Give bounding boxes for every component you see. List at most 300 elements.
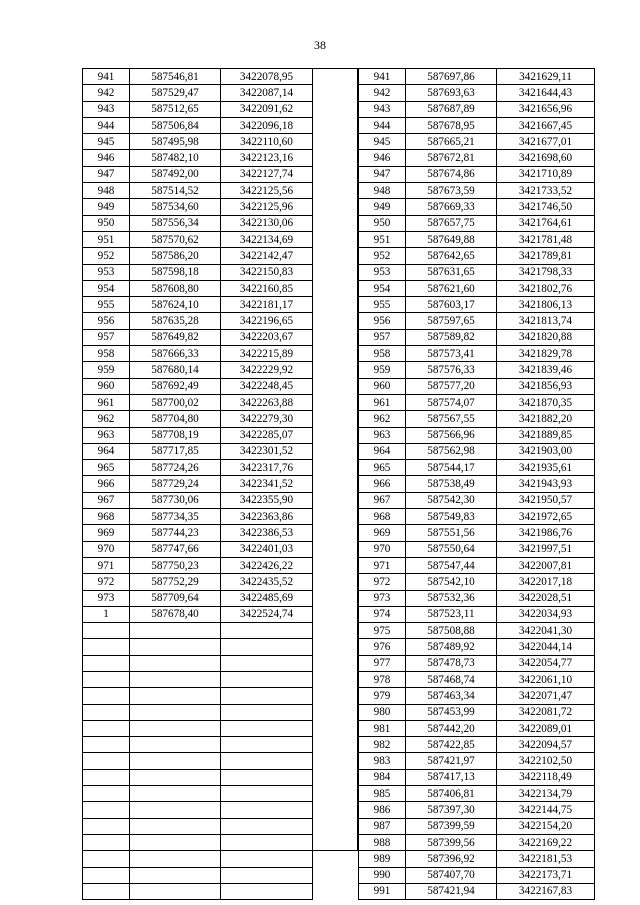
y-coordinate-cell: 3422144,75 (497, 802, 595, 818)
point-number-cell: 941 (359, 69, 406, 85)
y-coordinate-cell: 3422524,74 (221, 606, 313, 622)
y-coordinate-cell: 3422341,52 (221, 476, 313, 492)
table-row (359, 606, 595, 622)
left-table-body (83, 69, 313, 900)
y-coordinate-cell: 3422110,60 (221, 134, 313, 150)
x-coordinate-cell: 587562,98 (406, 443, 497, 459)
point-number-cell: 984 (359, 769, 406, 785)
x-coordinate-cell: 587508,88 (406, 623, 497, 639)
y-coordinate-cell: 3422435,52 (221, 574, 313, 590)
y-coordinate-cell (221, 834, 313, 850)
y-coordinate-cell: 3421997,51 (497, 541, 595, 557)
x-coordinate-cell: 587478,73 (406, 655, 497, 671)
point-number-cell: 966 (359, 476, 406, 492)
x-coordinate-cell: 587542,30 (406, 492, 497, 508)
x-coordinate-cell: 587573,41 (406, 346, 497, 362)
table-row (83, 117, 313, 133)
point-number-cell: 967 (83, 492, 130, 508)
point-number-cell (83, 639, 130, 655)
x-coordinate-cell (130, 623, 221, 639)
y-coordinate-cell: 3421972,65 (497, 509, 595, 525)
point-number-cell: 985 (359, 786, 406, 802)
table-row (83, 166, 313, 182)
x-coordinate-cell (130, 786, 221, 802)
table-row (359, 737, 595, 753)
x-coordinate-cell: 587506,84 (130, 117, 221, 133)
point-number-cell: 962 (83, 411, 130, 427)
y-coordinate-cell: 3422386,53 (221, 525, 313, 541)
table-row (359, 541, 595, 557)
x-coordinate-cell: 587678,40 (130, 606, 221, 622)
table-row (83, 394, 313, 410)
table-row (83, 492, 313, 508)
point-number-cell: 961 (359, 394, 406, 410)
point-number-cell: 956 (359, 313, 406, 329)
point-number-cell: 975 (359, 623, 406, 639)
y-coordinate-cell (221, 818, 313, 834)
x-coordinate-cell: 587529,47 (130, 85, 221, 101)
point-number-cell (83, 867, 130, 883)
x-coordinate-cell: 587586,20 (130, 248, 221, 264)
point-number-cell: 952 (83, 248, 130, 264)
table-row (359, 85, 595, 101)
point-number-cell: 986 (359, 802, 406, 818)
point-number-cell: 972 (83, 574, 130, 590)
x-coordinate-cell: 587399,59 (406, 818, 497, 834)
x-coordinate-cell (130, 851, 221, 867)
point-number-cell (83, 623, 130, 639)
x-coordinate-cell: 587680,14 (130, 362, 221, 378)
x-coordinate-cell: 587421,97 (406, 753, 497, 769)
y-coordinate-cell: 3422007,81 (497, 557, 595, 573)
table-row (83, 834, 313, 850)
table-row (83, 590, 313, 606)
y-coordinate-cell: 3422181,53 (497, 851, 595, 867)
x-coordinate-cell: 587421,94 (406, 883, 497, 899)
table-row (359, 590, 595, 606)
page-number: 38 (314, 38, 326, 52)
table-row (359, 688, 595, 704)
x-coordinate-cell: 587542,10 (406, 574, 497, 590)
y-coordinate-cell: 3421943,93 (497, 476, 595, 492)
point-number-cell (83, 818, 130, 834)
table-row (359, 655, 595, 671)
point-number-cell: 941 (83, 69, 130, 85)
table-row (359, 509, 595, 525)
table-row (359, 427, 595, 443)
x-coordinate-cell: 587657,75 (406, 215, 497, 231)
table-row (83, 525, 313, 541)
point-number-cell: 946 (83, 150, 130, 166)
y-coordinate-cell (221, 769, 313, 785)
y-coordinate-cell: 3421710,89 (497, 166, 595, 182)
point-number-cell: 983 (359, 753, 406, 769)
table-row (359, 802, 595, 818)
point-number-cell: 953 (83, 264, 130, 280)
x-coordinate-cell (130, 688, 221, 704)
y-coordinate-cell: 3421629,11 (497, 69, 595, 85)
y-coordinate-cell: 3421889,85 (497, 427, 595, 443)
y-coordinate-cell: 3421986,76 (497, 525, 595, 541)
point-number-cell: 952 (359, 248, 406, 264)
table-row (359, 411, 595, 427)
x-coordinate-cell (130, 867, 221, 883)
y-coordinate-cell: 3421677,01 (497, 134, 595, 150)
x-coordinate-cell (130, 671, 221, 687)
point-number-cell: 947 (359, 166, 406, 182)
table-row (83, 704, 313, 720)
x-coordinate-cell: 587724,26 (130, 460, 221, 476)
table-row (83, 688, 313, 704)
table-row (83, 460, 313, 476)
point-number-cell: 968 (359, 509, 406, 525)
point-number-cell: 965 (83, 460, 130, 476)
x-coordinate-cell: 587422,85 (406, 737, 497, 753)
y-coordinate-cell: 3421829,78 (497, 346, 595, 362)
point-number-cell: 976 (359, 639, 406, 655)
x-coordinate-cell: 587589,82 (406, 329, 497, 345)
y-coordinate-cell: 3422279,30 (221, 411, 313, 427)
y-coordinate-cell: 3422160,85 (221, 280, 313, 296)
x-coordinate-cell: 587678,95 (406, 117, 497, 133)
y-coordinate-cell: 3421733,52 (497, 183, 595, 199)
y-coordinate-cell: 3422485,69 (221, 590, 313, 606)
x-coordinate-cell: 587570,62 (130, 231, 221, 247)
point-number-cell: 979 (359, 688, 406, 704)
table-row (359, 867, 595, 883)
y-coordinate-cell: 3421789,81 (497, 248, 595, 264)
y-coordinate-cell: 3422094,57 (497, 737, 595, 753)
table-row (359, 101, 595, 117)
point-number-cell (83, 851, 130, 867)
point-number-cell: 965 (359, 460, 406, 476)
point-number-cell: 959 (359, 362, 406, 378)
x-coordinate-cell: 587642,65 (406, 248, 497, 264)
table-row (83, 623, 313, 639)
table-row (359, 394, 595, 410)
x-coordinate-cell: 587547,44 (406, 557, 497, 573)
y-coordinate-cell (221, 737, 313, 753)
x-coordinate-cell: 587442,20 (406, 720, 497, 736)
point-number-cell: 944 (359, 117, 406, 133)
x-coordinate-cell: 587608,80 (130, 280, 221, 296)
x-coordinate-cell: 587453,99 (406, 704, 497, 720)
y-coordinate-cell: 3422044,14 (497, 639, 595, 655)
table-row (83, 248, 313, 264)
point-number-cell: 958 (359, 346, 406, 362)
point-number-cell: 942 (83, 85, 130, 101)
y-coordinate-cell: 3422173,71 (497, 867, 595, 883)
table-row (359, 460, 595, 476)
table-row (83, 557, 313, 573)
y-coordinate-cell: 3422229,92 (221, 362, 313, 378)
x-coordinate-cell: 587482,10 (130, 150, 221, 166)
x-coordinate-cell (130, 720, 221, 736)
x-coordinate-cell: 587631,65 (406, 264, 497, 280)
point-number-cell: 942 (359, 85, 406, 101)
x-coordinate-cell (130, 753, 221, 769)
x-coordinate-cell: 587397,30 (406, 802, 497, 818)
point-number-cell: 954 (359, 280, 406, 296)
x-coordinate-cell: 587729,24 (130, 476, 221, 492)
x-coordinate-cell (130, 769, 221, 785)
table-row (83, 476, 313, 492)
table-row (359, 362, 595, 378)
x-coordinate-cell (130, 639, 221, 655)
y-coordinate-cell: 3421802,76 (497, 280, 595, 296)
y-coordinate-cell: 3422154,20 (497, 818, 595, 834)
x-coordinate-cell: 587406,81 (406, 786, 497, 802)
table-row (359, 297, 595, 313)
x-coordinate-cell: 587621,60 (406, 280, 497, 296)
table-row (83, 851, 313, 867)
x-coordinate-cell: 587577,20 (406, 378, 497, 394)
table-row (83, 346, 313, 362)
y-coordinate-cell: 3422017,18 (497, 574, 595, 590)
x-coordinate-cell: 587672,81 (406, 150, 497, 166)
table-row (83, 639, 313, 655)
point-number-cell: 971 (359, 557, 406, 573)
y-coordinate-cell: 3422363,86 (221, 509, 313, 525)
table-row (359, 704, 595, 720)
x-coordinate-cell (130, 802, 221, 818)
y-coordinate-cell: 3421839,46 (497, 362, 595, 378)
point-number-cell (83, 769, 130, 785)
x-coordinate-cell: 587551,56 (406, 525, 497, 541)
point-number-cell: 945 (83, 134, 130, 150)
point-number-cell (83, 671, 130, 687)
y-coordinate-cell: 3422127,74 (221, 166, 313, 182)
y-coordinate-cell: 3421903,00 (497, 443, 595, 459)
table-row (83, 411, 313, 427)
x-coordinate-cell: 587752,29 (130, 574, 221, 590)
point-number-cell: 963 (83, 427, 130, 443)
table-row (359, 69, 595, 85)
table-row (359, 231, 595, 247)
x-coordinate-cell: 587534,60 (130, 199, 221, 215)
table-row (83, 541, 313, 557)
y-coordinate-cell: 3422167,83 (497, 883, 595, 899)
point-number-cell: 951 (359, 231, 406, 247)
x-coordinate-cell: 587744,23 (130, 525, 221, 541)
y-coordinate-cell (221, 720, 313, 736)
table-row (359, 851, 595, 867)
x-coordinate-cell: 587574,07 (406, 394, 497, 410)
y-coordinate-cell (221, 753, 313, 769)
table-row (359, 215, 595, 231)
x-coordinate-cell (130, 818, 221, 834)
table-row (359, 574, 595, 590)
point-number-cell: 1 (83, 606, 130, 622)
y-coordinate-cell (221, 688, 313, 704)
x-coordinate-cell: 587396,92 (406, 851, 497, 867)
table-row (83, 101, 313, 117)
table-row (83, 199, 313, 215)
point-number-cell: 967 (359, 492, 406, 508)
point-number-cell: 950 (83, 215, 130, 231)
point-number-cell: 959 (83, 362, 130, 378)
point-number-cell (83, 802, 130, 818)
table-row (83, 671, 313, 687)
y-coordinate-cell: 3421798,33 (497, 264, 595, 280)
x-coordinate-cell: 587597,65 (406, 313, 497, 329)
point-number-cell: 980 (359, 704, 406, 720)
x-coordinate-cell: 587495,98 (130, 134, 221, 150)
x-coordinate-cell: 587512,65 (130, 101, 221, 117)
x-coordinate-cell: 587747,66 (130, 541, 221, 557)
point-number-cell: 973 (359, 590, 406, 606)
y-coordinate-cell: 3422061,10 (497, 671, 595, 687)
x-coordinate-cell: 587750,23 (130, 557, 221, 573)
point-number-cell: 955 (359, 297, 406, 313)
point-number-cell: 961 (83, 394, 130, 410)
table-row (359, 264, 595, 280)
y-coordinate-cell (221, 623, 313, 639)
x-coordinate-cell: 587576,33 (406, 362, 497, 378)
left-coordinate-table (82, 68, 313, 900)
y-coordinate-cell (221, 802, 313, 818)
table-row (83, 69, 313, 85)
y-coordinate-cell: 3422263,88 (221, 394, 313, 410)
point-number-cell: 971 (83, 557, 130, 573)
x-coordinate-cell: 587693,63 (406, 85, 497, 101)
point-number-cell: 968 (83, 509, 130, 525)
y-coordinate-cell: 3422134,79 (497, 786, 595, 802)
coordinate-tables (82, 68, 594, 898)
x-coordinate-cell: 587549,83 (406, 509, 497, 525)
table-row (83, 720, 313, 736)
table-row (359, 248, 595, 264)
table-row (359, 183, 595, 199)
x-coordinate-cell: 587489,92 (406, 639, 497, 655)
y-coordinate-cell: 3422089,01 (497, 720, 595, 736)
point-number-cell: 948 (83, 183, 130, 199)
y-coordinate-cell: 3422125,96 (221, 199, 313, 215)
y-coordinate-cell: 3422096,18 (221, 117, 313, 133)
x-coordinate-cell: 587669,33 (406, 199, 497, 215)
point-number-cell: 973 (83, 590, 130, 606)
table-row (359, 476, 595, 492)
x-coordinate-cell (130, 737, 221, 753)
y-coordinate-cell: 3422118,49 (497, 769, 595, 785)
y-coordinate-cell (221, 851, 313, 867)
table-row (359, 525, 595, 541)
x-coordinate-cell (130, 704, 221, 720)
y-coordinate-cell: 3421656,96 (497, 101, 595, 117)
table-row (359, 834, 595, 850)
point-number-cell: 990 (359, 867, 406, 883)
y-coordinate-cell: 3421935,61 (497, 460, 595, 476)
y-coordinate-cell: 3422130,06 (221, 215, 313, 231)
y-coordinate-cell: 3422317,76 (221, 460, 313, 476)
right-coordinate-table (358, 68, 595, 900)
x-coordinate-cell: 587673,59 (406, 183, 497, 199)
x-coordinate-cell: 587730,06 (130, 492, 221, 508)
y-coordinate-cell: 3421856,93 (497, 378, 595, 394)
y-coordinate-cell: 3421746,50 (497, 199, 595, 215)
point-number-cell: 977 (359, 655, 406, 671)
table-row (83, 329, 313, 345)
point-number-cell: 948 (359, 183, 406, 199)
x-coordinate-cell (130, 655, 221, 671)
x-coordinate-cell: 587708,19 (130, 427, 221, 443)
table-row (359, 818, 595, 834)
y-coordinate-cell: 3421870,35 (497, 394, 595, 410)
table-row (359, 720, 595, 736)
point-number-cell: 981 (359, 720, 406, 736)
point-number-cell: 954 (83, 280, 130, 296)
y-coordinate-cell: 3421781,48 (497, 231, 595, 247)
y-coordinate-cell: 3422426,22 (221, 557, 313, 573)
table-row (83, 362, 313, 378)
table-row (359, 639, 595, 655)
point-number-cell: 982 (359, 737, 406, 753)
table-row (359, 557, 595, 573)
point-number-cell: 957 (83, 329, 130, 345)
y-coordinate-cell: 3422215,89 (221, 346, 313, 362)
y-coordinate-cell: 3422181,17 (221, 297, 313, 313)
y-coordinate-cell: 3422071,47 (497, 688, 595, 704)
point-number-cell (83, 720, 130, 736)
table-row (359, 492, 595, 508)
x-coordinate-cell: 587556,34 (130, 215, 221, 231)
x-coordinate-cell: 587717,85 (130, 443, 221, 459)
x-coordinate-cell: 587700,02 (130, 394, 221, 410)
point-number-cell: 951 (83, 231, 130, 247)
x-coordinate-cell: 587697,86 (406, 69, 497, 85)
table-row (83, 769, 313, 785)
table-row (83, 134, 313, 150)
x-coordinate-cell: 587523,11 (406, 606, 497, 622)
point-number-cell: 946 (359, 150, 406, 166)
x-coordinate-cell (130, 883, 221, 899)
table-row (83, 753, 313, 769)
point-number-cell: 988 (359, 834, 406, 850)
point-number-cell: 970 (359, 541, 406, 557)
point-number-cell: 966 (83, 476, 130, 492)
table-row (83, 867, 313, 883)
point-number-cell (83, 688, 130, 704)
x-coordinate-cell: 587649,88 (406, 231, 497, 247)
x-coordinate-cell: 587734,35 (130, 509, 221, 525)
x-coordinate-cell: 587704,80 (130, 411, 221, 427)
x-coordinate-cell: 587550,64 (406, 541, 497, 557)
y-coordinate-cell: 3422087,14 (221, 85, 313, 101)
table-row (83, 883, 313, 899)
y-coordinate-cell (221, 704, 313, 720)
table-row (83, 264, 313, 280)
x-coordinate-cell: 587417,13 (406, 769, 497, 785)
x-coordinate-cell: 587399,56 (406, 834, 497, 850)
y-coordinate-cell (221, 639, 313, 655)
table-row (83, 85, 313, 101)
y-coordinate-cell: 3421813,74 (497, 313, 595, 329)
point-number-cell: 970 (83, 541, 130, 557)
x-coordinate-cell: 587492,00 (130, 166, 221, 182)
x-coordinate-cell: 587463,34 (406, 688, 497, 704)
point-number-cell: 950 (359, 215, 406, 231)
x-coordinate-cell: 587709,64 (130, 590, 221, 606)
table-row (83, 183, 313, 199)
y-coordinate-cell: 3422125,56 (221, 183, 313, 199)
x-coordinate-cell: 587624,10 (130, 297, 221, 313)
y-coordinate-cell: 3422142,47 (221, 248, 313, 264)
y-coordinate-cell: 3422355,90 (221, 492, 313, 508)
point-number-cell: 963 (359, 427, 406, 443)
x-coordinate-cell: 587546,81 (130, 69, 221, 85)
table-row (359, 329, 595, 345)
table-row (83, 427, 313, 443)
